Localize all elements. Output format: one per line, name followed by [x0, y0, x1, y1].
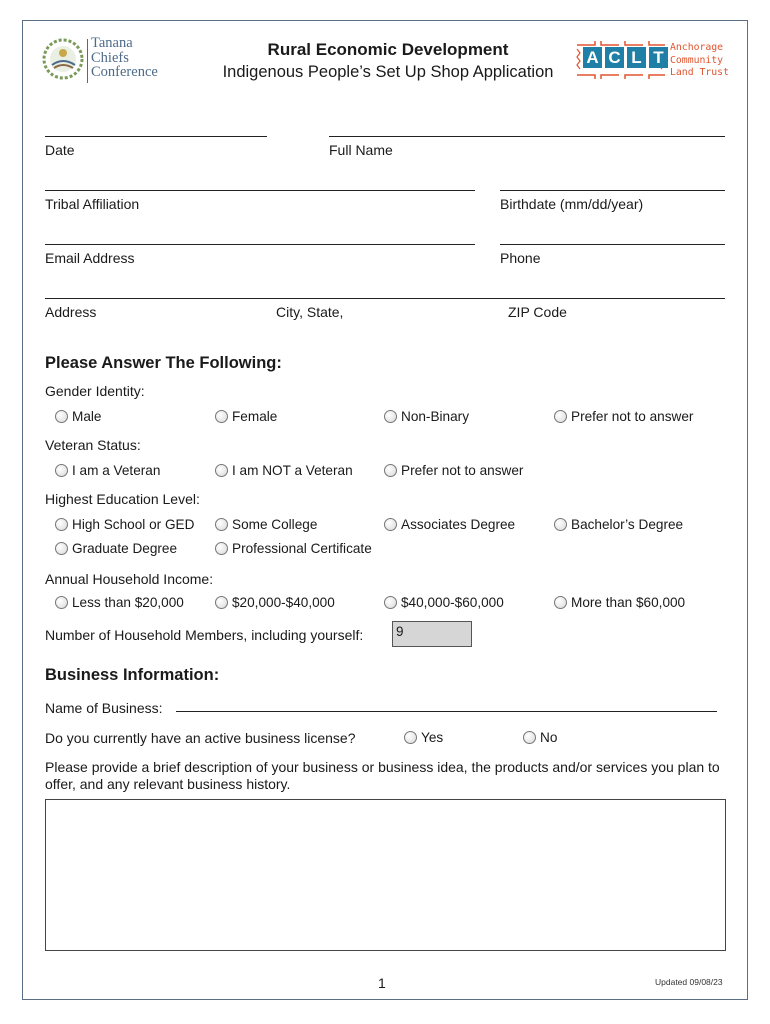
gender-option-female[interactable]: [215, 409, 277, 424]
tcc-line-1: Tanana: [91, 35, 133, 51]
veteran-question: Veteran Status:: [45, 437, 141, 453]
aclt-line-1: Anchorage: [670, 42, 724, 53]
aclt-line-2: Community: [670, 54, 724, 66]
email-field[interactable]: [45, 244, 475, 245]
radio-icon[interactable]: [384, 518, 397, 531]
gender-option-non-binary[interactable]: [384, 409, 469, 424]
birthdate-label: Birthdate (mm/dd/year): [500, 196, 644, 212]
zip-label: ZIP Code: [508, 304, 567, 320]
option-label: No: [540, 730, 558, 745]
education-option-some-college[interactable]: [215, 517, 317, 532]
option-label: Male: [72, 409, 102, 424]
option-label: Prefer not to answer: [571, 409, 694, 424]
business-name-label: Name of Business:: [45, 700, 163, 716]
radio-icon[interactable]: [55, 542, 68, 555]
business-description-textarea[interactable]: [45, 799, 726, 951]
aclt-line-3: Land Trust: [670, 67, 729, 78]
option-label: Non-Binary: [401, 409, 469, 424]
title-block: [193, 39, 583, 83]
veteran-option-no[interactable]: [215, 463, 353, 478]
page-title: Rural Economic Development: [267, 40, 509, 59]
radio-icon[interactable]: [554, 518, 567, 531]
radio-icon[interactable]: [384, 596, 397, 609]
phone-field[interactable]: [500, 244, 725, 245]
business-name-field[interactable]: [176, 711, 717, 712]
option-label: $20,000-$40,000: [232, 595, 335, 610]
application-page: [22, 20, 748, 1000]
education-option-graduate[interactable]: [55, 541, 177, 556]
tcc-line-3: Conference: [91, 64, 158, 80]
birthdate-field[interactable]: [500, 190, 725, 191]
option-label: Prefer not to answer: [401, 463, 524, 478]
page-number: 1: [378, 975, 386, 991]
option-label: $40,000-$60,000: [401, 595, 504, 610]
radio-icon[interactable]: [404, 731, 417, 744]
answers-heading: Please Answer The Following:: [45, 354, 282, 372]
household-question: Number of Household Members, including yourself:: [45, 627, 364, 643]
radio-icon[interactable]: [55, 464, 68, 477]
tcc-line-2: Chiefs: [91, 49, 129, 66]
aclt-letter: L: [627, 47, 646, 68]
gender-option-prefer-not[interactable]: [554, 409, 693, 424]
aclt-letters: [583, 47, 668, 68]
page-subtitle: Indigenous People’s Set Up Shop Application: [222, 63, 554, 81]
description-prompt: Please provide a brief description of your business or business idea, the products and/or services you plan to offer, and any relevant business history.: [45, 759, 720, 792]
household-members-input[interactable]: 9: [392, 621, 472, 647]
income-option-3[interactable]: [384, 595, 504, 610]
education-question: Highest Education Level:: [45, 491, 200, 507]
radio-icon[interactable]: [523, 731, 536, 744]
radio-icon[interactable]: [384, 464, 397, 477]
full-name-field[interactable]: [329, 136, 725, 137]
income-question: Annual Household Income:: [45, 571, 214, 587]
option-label: I am a Veteran: [72, 463, 161, 478]
radio-icon[interactable]: [55, 410, 68, 423]
license-option-yes[interactable]: [404, 730, 443, 745]
updated-date: Updated 09/08/23: [655, 977, 723, 987]
radio-icon[interactable]: [55, 518, 68, 531]
option-label: Professional Certificate: [232, 541, 372, 556]
full-name-label: Full Name: [329, 142, 393, 158]
radio-icon[interactable]: [215, 464, 228, 477]
aclt-letter: C: [605, 47, 624, 68]
tcc-wordmark: [91, 36, 158, 80]
address-label: Address: [45, 304, 97, 320]
option-label: More than $60,000: [571, 595, 686, 610]
email-label: Email Address: [45, 250, 135, 266]
city-state-label: City, State,: [276, 304, 344, 320]
option-label: High School or GED: [72, 517, 195, 532]
radio-icon[interactable]: [215, 596, 228, 609]
education-option-high-school[interactable]: [55, 517, 194, 532]
tribal-affiliation-label: Tribal Affiliation: [45, 196, 140, 212]
radio-icon[interactable]: [215, 410, 228, 423]
income-option-1[interactable]: [55, 595, 184, 610]
tanana-chiefs-conference-logo: [39, 35, 189, 91]
anchorage-community-land-trust-logo: [575, 37, 735, 83]
address-field[interactable]: [45, 298, 725, 299]
income-option-4[interactable]: [554, 595, 685, 610]
tcc-divider: [87, 39, 88, 83]
business-heading: Business Information:: [45, 666, 220, 684]
radio-icon[interactable]: [55, 596, 68, 609]
option-label: Some College: [232, 517, 318, 532]
tribal-affiliation-field[interactable]: [45, 190, 475, 191]
gender-question: Gender Identity:: [45, 383, 145, 399]
education-option-professional[interactable]: [215, 541, 372, 556]
option-label: I am NOT a Veteran: [232, 463, 353, 478]
aclt-wordmark: [670, 42, 729, 80]
aclt-letter: T: [649, 47, 668, 68]
license-option-no[interactable]: [523, 730, 557, 745]
option-label: Less than $20,000: [72, 595, 184, 610]
radio-icon[interactable]: [215, 518, 228, 531]
veteran-option-yes[interactable]: [55, 463, 160, 478]
license-question: Do you currently have an active business license?: [45, 730, 356, 746]
tcc-emblem-icon: [39, 35, 89, 85]
radio-icon[interactable]: [215, 542, 228, 555]
education-option-bachelors[interactable]: [554, 517, 683, 532]
aclt-letter: A: [583, 47, 602, 68]
date-field[interactable]: [45, 136, 267, 137]
option-label: Graduate Degree: [72, 541, 178, 556]
option-label: Bachelor’s Degree: [571, 517, 684, 532]
education-option-associates[interactable]: [384, 517, 515, 532]
date-label: Date: [45, 142, 75, 158]
option-label: Yes: [421, 730, 444, 745]
option-label: Female: [232, 409, 278, 424]
phone-label: Phone: [500, 250, 541, 266]
option-label: Associates Degree: [401, 517, 516, 532]
radio-icon[interactable]: [554, 596, 567, 609]
income-option-2[interactable]: [215, 595, 335, 610]
radio-icon[interactable]: [554, 410, 567, 423]
veteran-option-prefer-not[interactable]: [384, 463, 523, 478]
radio-icon[interactable]: [384, 410, 397, 423]
gender-option-male[interactable]: [55, 409, 101, 424]
